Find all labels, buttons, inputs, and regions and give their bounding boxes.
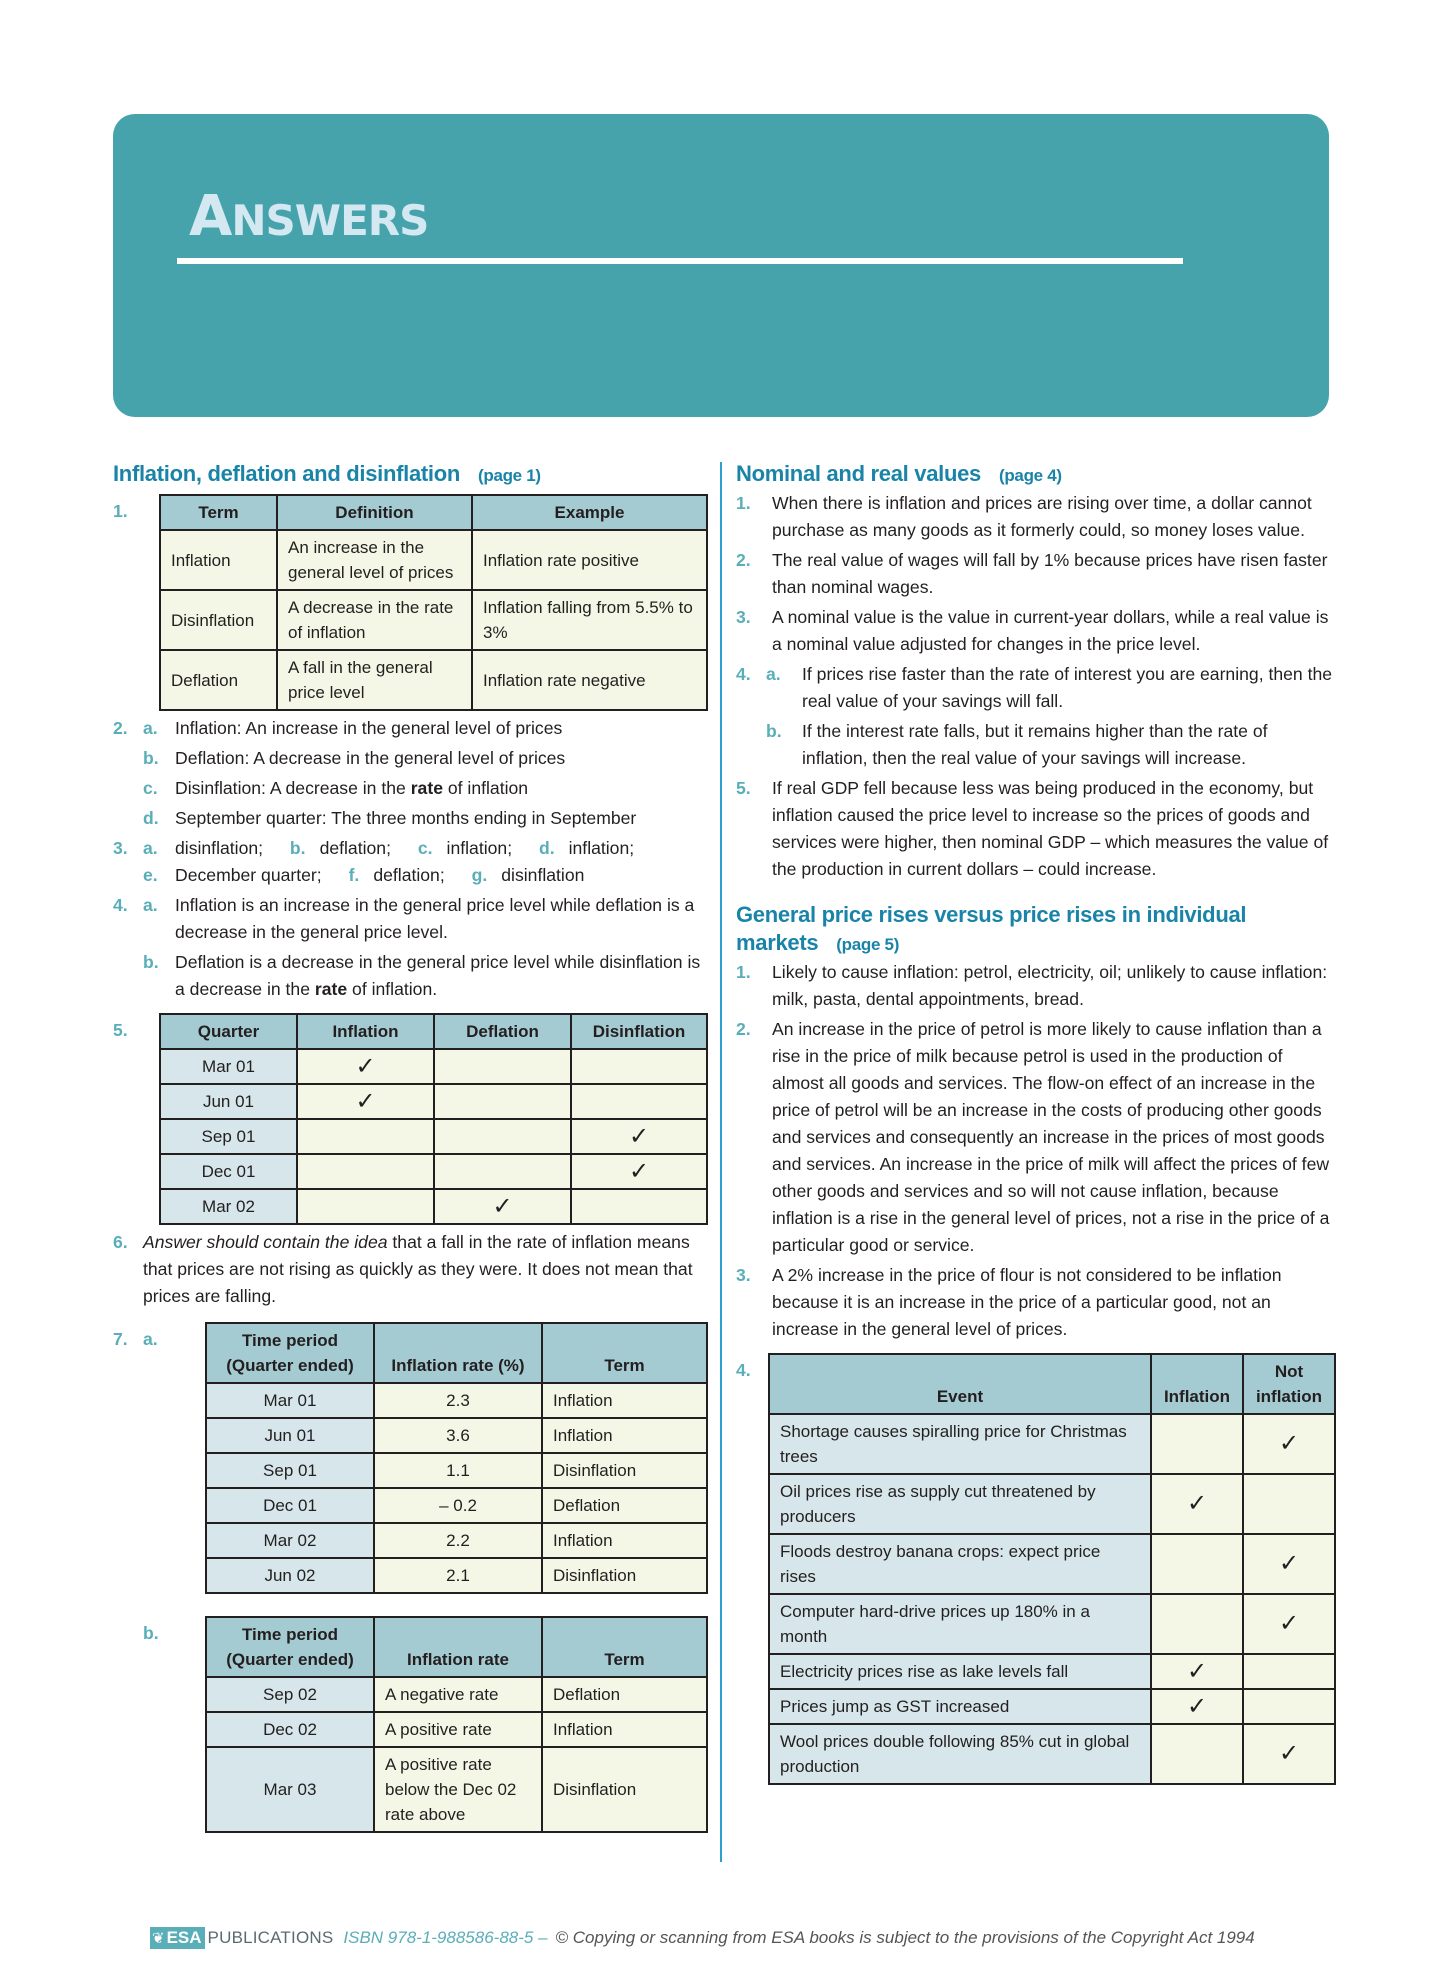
- item-label: d.: [538, 838, 555, 858]
- checkmark-icon: [1243, 1689, 1335, 1724]
- item-text: disinflation: [501, 865, 585, 885]
- table-cell: Disinflation: [542, 1558, 707, 1593]
- list-item: [736, 604, 1336, 658]
- table-row: [160, 590, 707, 650]
- item-text: Inflation is an increase in the general price level while deflation is a decrease in the general price level.: [175, 895, 695, 942]
- item-italic: Answer should contain the idea: [143, 1232, 388, 1252]
- table-row: [206, 1383, 707, 1418]
- section-heading-nominal: [736, 460, 1336, 490]
- question-number: 4.: [736, 1360, 751, 1380]
- table-cell: 2.2: [374, 1523, 542, 1558]
- table-row: [160, 1119, 707, 1154]
- item-label: a.: [143, 895, 158, 915]
- item-label: a.: [143, 838, 158, 858]
- table-cell: Inflation: [542, 1523, 707, 1558]
- checkmark-icon: [434, 1084, 571, 1119]
- item-label: b.: [143, 748, 159, 768]
- item-text: deflation;: [373, 865, 445, 885]
- isbn: ISBN 978-1-988586-88-5 –: [343, 1928, 548, 1947]
- table-cell: Oil prices rise as supply cut threatened by producers: [769, 1474, 1151, 1534]
- table-cell: Inflation: [160, 530, 277, 590]
- table-cell: Dec 01: [160, 1154, 297, 1189]
- checkmark-icon: ✓: [1151, 1654, 1243, 1689]
- item-label: c.: [143, 778, 158, 798]
- question-4: [113, 892, 708, 1003]
- table-row: [160, 1189, 707, 1224]
- item-label: b.: [289, 838, 306, 858]
- checkmark-icon: [571, 1084, 707, 1119]
- question-number: 3.: [736, 1265, 751, 1285]
- item-label: g.: [471, 865, 488, 885]
- logo-text: ESA: [166, 1928, 202, 1947]
- col-header: Event: [769, 1354, 1151, 1414]
- table-row: [160, 650, 707, 710]
- table-cell: Inflation falling from 5.5% to 3%: [472, 590, 707, 650]
- table-cell: Mar 02: [160, 1189, 297, 1224]
- table-cell: Deflation: [160, 650, 277, 710]
- list-line: [113, 862, 708, 889]
- events-table: [768, 1353, 1336, 1785]
- column-divider: [720, 462, 722, 1862]
- col-header: Quarter: [160, 1014, 297, 1049]
- table-row: [769, 1534, 1335, 1594]
- table-cell: Dec 02: [206, 1712, 374, 1747]
- list-item: [736, 1016, 1336, 1259]
- right-column: [736, 460, 1336, 1789]
- table-cell: Jun 01: [160, 1084, 297, 1119]
- col-header: Inflation rate: [374, 1617, 542, 1677]
- table-cell: A decrease in the rate of inflation: [277, 590, 472, 650]
- table-row: [769, 1654, 1335, 1689]
- table-cell: Inflation: [542, 1383, 707, 1418]
- item-text: An increase in the price of petrol is more likely to cause inflation than a rise in the price of milk because petrol is used in the production of almost all goods and services. The flow-on effect of an increase in the price of petrol will be an increase in the costs of producing other goods and services and consequently an increase in the prices of most goods and services. An increase in the price of milk will affect the prices of few other goods and services and so will not cause inflation, because inflation is a rise in the general level of prices, not a rise in the price of a particular good or service.: [772, 1019, 1330, 1255]
- table-cell: Electricity prices rise as lake levels fall: [769, 1654, 1151, 1689]
- item-text: A nominal value is the value in current-year dollars, while a real value is a nominal value adjusted for changes in the price level.: [772, 607, 1329, 654]
- table-cell: Inflation: [542, 1712, 707, 1747]
- checkmark-icon: [1151, 1594, 1243, 1654]
- table-cell: Sep 01: [206, 1453, 374, 1488]
- checkmark-icon: [297, 1189, 434, 1224]
- item-bold: rate: [410, 778, 443, 798]
- item-label: b.: [143, 952, 159, 972]
- checkmark-icon: ✓: [1151, 1474, 1243, 1534]
- table-cell: Inflation rate negative: [472, 650, 707, 710]
- table-cell: A positive rate: [374, 1712, 542, 1747]
- table-cell: Dec 01: [206, 1488, 374, 1523]
- table-row: [769, 1414, 1335, 1474]
- table-cell: Floods destroy banana crops: expect price rises: [769, 1534, 1151, 1594]
- col-header: Term: [160, 495, 277, 530]
- table-cell: A negative rate: [374, 1677, 542, 1712]
- list-item: [736, 718, 1336, 772]
- table-row: [206, 1712, 707, 1747]
- table-cell: 2.3: [374, 1383, 542, 1418]
- table-row: [206, 1418, 707, 1453]
- table-cell: Mar 02: [206, 1523, 374, 1558]
- question-2: [113, 715, 708, 832]
- question-number: 1.: [736, 493, 751, 513]
- section-heading-inflation: [113, 460, 708, 490]
- quarter-table: [159, 1013, 708, 1225]
- checkmark-icon: ✓: [1243, 1594, 1335, 1654]
- item-text: If prices rise faster than the rate of interest you are earning, then the real value of your savings will fall.: [802, 664, 1333, 711]
- question-number: 4.: [736, 664, 751, 684]
- item-text: Inflation: An increase in the general level of prices: [175, 718, 563, 738]
- list-item: [736, 490, 1336, 544]
- list-item: [113, 949, 708, 1003]
- checkmark-icon: [571, 1049, 707, 1084]
- checkmark-icon: [434, 1154, 571, 1189]
- item-label: b.: [143, 1623, 159, 1643]
- checkmark-icon: [434, 1119, 571, 1154]
- heading-text: General price rises versus price rises in individual markets: [736, 902, 1247, 955]
- table-cell: Deflation: [542, 1677, 707, 1712]
- list-item: [113, 805, 708, 832]
- question-number: 7.: [113, 1329, 128, 1349]
- checkmark-icon: ✓: [297, 1049, 434, 1084]
- table-cell: Shortage causes spiralling price for Christmas trees: [769, 1414, 1151, 1474]
- table-row: [206, 1677, 707, 1712]
- checkmark-icon: [1151, 1724, 1243, 1784]
- item-label: b.: [766, 721, 782, 741]
- copyright-notice: © Copying or scanning from ESA books is subject to the provisions of the Copyright Act 1994: [555, 1928, 1255, 1947]
- question-number: 6.: [113, 1232, 128, 1252]
- checkmark-icon: [1151, 1534, 1243, 1594]
- checkmark-icon: ✓: [1151, 1689, 1243, 1724]
- list-item: [736, 661, 1336, 715]
- answers-banner: [113, 114, 1329, 417]
- checkmark-icon: ✓: [297, 1084, 434, 1119]
- checkmark-icon: ✓: [571, 1119, 707, 1154]
- col-header: Time period (Quarter ended): [206, 1617, 374, 1677]
- list-item: [113, 775, 708, 802]
- page-title: [189, 184, 428, 249]
- table-cell: – 0.2: [374, 1488, 542, 1523]
- table-row: [769, 1689, 1335, 1724]
- page-ref: (page 4): [998, 466, 1062, 485]
- list-item: [113, 892, 708, 946]
- col-header: Inflation: [297, 1014, 434, 1049]
- table-row: [160, 1084, 707, 1119]
- table-cell: Inflation rate positive: [472, 530, 707, 590]
- checkmark-icon: ✓: [571, 1154, 707, 1189]
- question-number: 3.: [113, 838, 128, 858]
- list-line: [113, 835, 708, 862]
- table-cell: Jun 01: [206, 1418, 374, 1453]
- table-cell: A fall in the general price level: [277, 650, 472, 710]
- footer: [150, 1927, 1255, 1949]
- table-cell: 2.1: [374, 1558, 542, 1593]
- table-row: [206, 1747, 707, 1832]
- list-item: [736, 547, 1336, 601]
- page-ref: (page 1): [478, 466, 541, 485]
- future-rate-table: [205, 1616, 708, 1833]
- question-number: 1.: [736, 962, 751, 982]
- question-7a: [113, 1322, 708, 1594]
- esa-logo: [150, 1927, 205, 1949]
- table-row: [769, 1474, 1335, 1534]
- title-rest: NSWERS: [231, 196, 429, 245]
- question-1: [113, 494, 708, 711]
- table-cell: Disinflation: [542, 1747, 707, 1832]
- col-header: Example: [472, 495, 707, 530]
- table-cell: Disinflation: [542, 1453, 707, 1488]
- table-cell: Disinflation: [160, 590, 277, 650]
- item-text: disinflation;: [175, 838, 264, 858]
- heading-text: Nominal and real values: [736, 461, 981, 486]
- checkmark-icon: [1243, 1474, 1335, 1534]
- table-cell: A positive rate below the Dec 02 rate above: [374, 1747, 542, 1832]
- checkmark-icon: [297, 1154, 434, 1189]
- checkmark-icon: [434, 1049, 571, 1084]
- question-number: 1.: [113, 501, 128, 521]
- item-text: of inflation: [442, 778, 529, 798]
- question-number: 2.: [736, 550, 751, 570]
- table-row: [160, 1154, 707, 1189]
- item-text: When there is inflation and prices are rising over time, a dollar cannot purchase as many goods as it formerly could, so money loses value.: [772, 493, 1312, 540]
- question-number: 4.: [113, 895, 128, 915]
- item-text: Deflation is a decrease in the general price level while disinflation is a decrease in the: [175, 952, 701, 999]
- table-cell: 3.6: [374, 1418, 542, 1453]
- item-text: that a fall in the rate of inflation means that prices are not rising as quickly as they were. It does not mean that prices are falling.: [143, 1232, 693, 1306]
- table-row: [206, 1453, 707, 1488]
- title-initial: A: [189, 184, 232, 249]
- item-text: If real GDP fell because less was being produced in the economy, but inflation caused the price level to increase so the prices of goods and services were higher, then nominal GDP – which measures the value of the production in current dollars – could increase.: [772, 778, 1329, 879]
- item-text: of inflation.: [347, 979, 438, 999]
- question-6: [113, 1229, 708, 1310]
- item-text: inflation;: [446, 838, 513, 858]
- item-label: c.: [417, 838, 433, 858]
- item-label: e.: [143, 865, 158, 885]
- table-cell: Wool prices double following 85% cut in global production: [769, 1724, 1151, 1784]
- checkmark-icon: ✓: [1243, 1414, 1335, 1474]
- item-text: deflation;: [319, 838, 391, 858]
- table-cell: Sep 02: [206, 1677, 374, 1712]
- table-row: [206, 1558, 707, 1593]
- table-cell: Mar 01: [160, 1049, 297, 1084]
- left-column: [113, 460, 708, 1839]
- table-cell: 1.1: [374, 1453, 542, 1488]
- item-text: September quarter: The three months ending in September: [175, 808, 637, 828]
- inflation-rate-table: [205, 1322, 708, 1594]
- item-text: If the interest rate falls, but it remains higher than the rate of inflation, then the real value of your savings will increase.: [802, 721, 1268, 768]
- page-ref: (page 5): [836, 935, 900, 954]
- checkmark-icon: [571, 1189, 707, 1224]
- col-header: Inflation rate (%): [374, 1323, 542, 1383]
- leaf-icon: ❦: [152, 1930, 165, 1947]
- table-cell: Sep 01: [160, 1119, 297, 1154]
- terms-table: [159, 494, 708, 711]
- table-row: [206, 1488, 707, 1523]
- item-text: inflation;: [568, 838, 635, 858]
- table-row: [206, 1523, 707, 1558]
- item-text: December quarter;: [175, 865, 322, 885]
- item-label: a.: [143, 1329, 158, 1349]
- table-row: [769, 1594, 1335, 1654]
- item-label: d.: [143, 808, 159, 828]
- question-number: 3.: [736, 607, 751, 627]
- col-header: Term: [542, 1323, 707, 1383]
- item-label: a.: [143, 718, 158, 738]
- question-number: 5.: [736, 778, 751, 798]
- table-cell: Mar 03: [206, 1747, 374, 1832]
- checkmark-icon: ✓: [1243, 1724, 1335, 1784]
- col-header: Disinflation: [571, 1014, 707, 1049]
- checkmark-icon: [1151, 1414, 1243, 1474]
- col-header: Time period (Quarter ended): [206, 1323, 374, 1383]
- list-item: [736, 1262, 1336, 1343]
- col-header: Inflation: [1151, 1354, 1243, 1414]
- item-text: A 2% increase in the price of flour is not considered to be inflation because it is an increase in the price of a particular good, not an increase in the general level of prices.: [772, 1265, 1282, 1339]
- item-bold: rate: [314, 979, 348, 999]
- col-header: Not inflation: [1243, 1354, 1335, 1414]
- list-item: [736, 959, 1336, 1013]
- publisher-name: PUBLICATIONS: [207, 1928, 334, 1947]
- table-cell: Deflation: [542, 1488, 707, 1523]
- table-cell: Mar 01: [206, 1383, 374, 1418]
- table-cell: An increase in the general level of prices: [277, 530, 472, 590]
- question-5: [113, 1013, 708, 1225]
- checkmark-icon: [1243, 1654, 1335, 1689]
- table-cell: Prices jump as GST increased: [769, 1689, 1151, 1724]
- question-number: 5.: [113, 1020, 128, 1040]
- list-item: [113, 745, 708, 772]
- checkmark-icon: ✓: [434, 1189, 571, 1224]
- col-header: Definition: [277, 495, 472, 530]
- table-row: [160, 1049, 707, 1084]
- question-number: 2.: [736, 1019, 751, 1039]
- table-row: [769, 1724, 1335, 1784]
- question-7b: [113, 1616, 708, 1833]
- item-label: f.: [348, 865, 360, 885]
- list-item: [113, 715, 708, 742]
- item-text: Deflation: A decrease in the general level of prices: [175, 748, 566, 768]
- item-text: The real value of wages will fall by 1% because prices have risen faster than nominal wages.: [772, 550, 1328, 597]
- col-header: Term: [542, 1617, 707, 1677]
- table-cell: Computer hard-drive prices up 180% in a month: [769, 1594, 1151, 1654]
- heading-text: Inflation, deflation and disinflation: [113, 461, 460, 486]
- col-header: Deflation: [434, 1014, 571, 1049]
- table-cell: Inflation: [542, 1418, 707, 1453]
- title-underline: [177, 258, 1183, 264]
- item-label: a.: [766, 664, 781, 684]
- item-text: Disinflation: A decrease in the: [175, 778, 411, 798]
- checkmark-icon: [297, 1119, 434, 1154]
- question-4-events: [736, 1353, 1336, 1785]
- question-number: 2.: [113, 718, 128, 738]
- list-item: [736, 775, 1336, 883]
- question-3: [113, 835, 708, 889]
- checkmark-icon: ✓: [1243, 1534, 1335, 1594]
- table-cell: Jun 02: [206, 1558, 374, 1593]
- table-row: [160, 530, 707, 590]
- section-heading-general-price: [736, 901, 1256, 959]
- item-text: Likely to cause inflation: petrol, electricity, oil; unlikely to cause inflation: milk, pasta, dental appointments, bread.: [772, 962, 1328, 1009]
